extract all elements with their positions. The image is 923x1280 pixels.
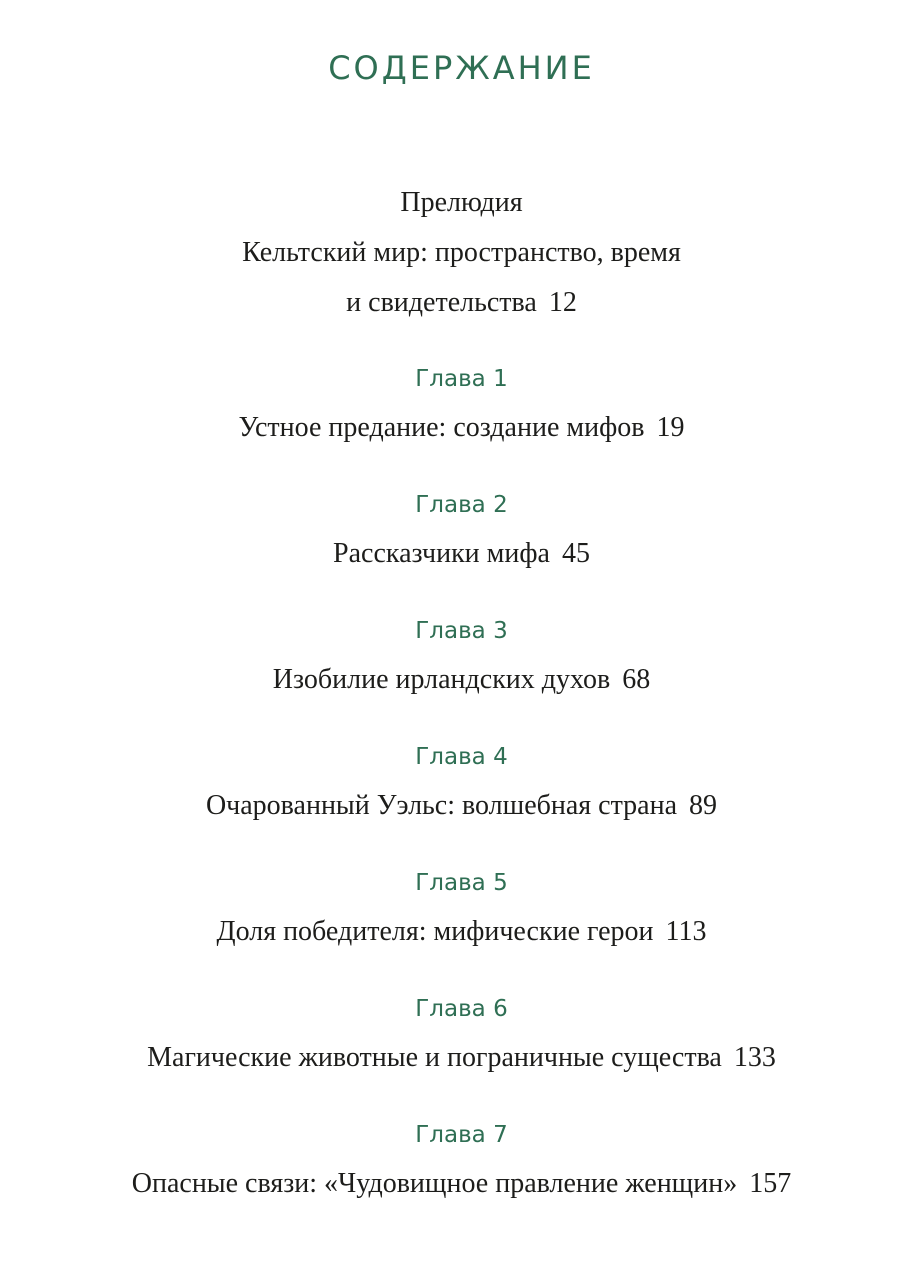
chapter-entry-1 (0, 408, 923, 448)
page-number: 19 (656, 412, 685, 443)
page-number: 45 (561, 538, 590, 569)
chapter-label-5: Глава 5 (415, 870, 508, 896)
page-number: 157 (749, 1168, 792, 1199)
chapter-entry-7 (0, 1164, 923, 1204)
chapter-title: Доля победителя: мифические герои (216, 916, 654, 947)
chapter-label-6: Глава 6 (415, 996, 508, 1022)
chapter-title: Опасные связи: «Чудовищное правление женщин» (131, 1168, 738, 1199)
chapter-title: Устное предание: создание мифов (238, 412, 645, 443)
chapter-label-2: Глава 2 (415, 492, 508, 518)
page-number: 89 (689, 790, 718, 821)
chapter-title: Очарованный Уэльс: волшебная страна (205, 790, 678, 821)
chapter-entry-6 (0, 1038, 923, 1078)
chapter-title: Магические животные и пограничные существа (147, 1042, 722, 1073)
chapter-label-7: Глава 7 (415, 1122, 508, 1148)
chapter-label-4: Глава 4 (415, 744, 508, 770)
chapter-label-3: Глава 3 (415, 618, 508, 644)
page-number: 12 (548, 287, 577, 318)
page-number: 113 (665, 916, 707, 947)
chapter-entry-2 (0, 534, 923, 574)
page-number: 68 (622, 664, 651, 695)
chapter-entry-3 (0, 660, 923, 700)
prelude-label: Прелюдия (400, 187, 523, 218)
chapter-title: Изобилие ирландских духов (272, 664, 611, 695)
prelude-title-line2 (0, 283, 923, 323)
chapter-entry-5 (0, 912, 923, 952)
chapter-label-1: Глава 1 (415, 366, 508, 392)
page-number: 133 (733, 1042, 776, 1073)
chapter-title: Рассказчики мифа (333, 538, 550, 569)
prelude-title-text: и свидетельства (346, 287, 537, 318)
chapter-entry-4 (0, 786, 923, 826)
page-title: СОДЕРЖАНИЕ (328, 49, 595, 87)
prelude-title-line1: Кельтский мир: пространство, время (242, 237, 681, 268)
